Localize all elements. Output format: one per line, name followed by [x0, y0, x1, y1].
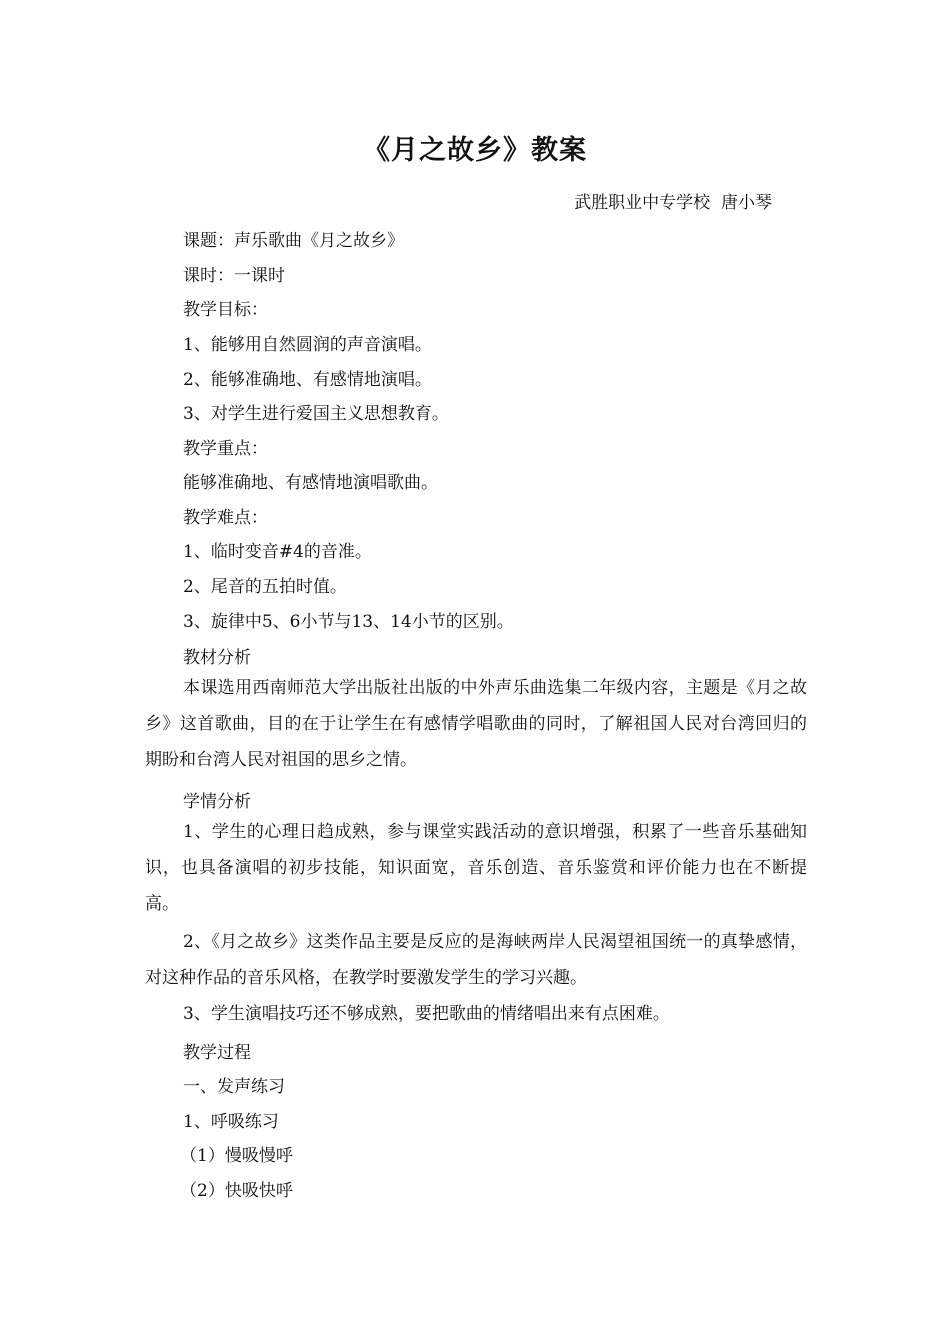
author-line: 武胜职业中专学校 唐小琴 [574, 193, 772, 213]
difficulty-item: 3、旋律中5、6小节与13、14小节的区别。 [183, 612, 514, 632]
teaching-process-heading: 教学过程 [183, 1043, 251, 1063]
student-analysis-paragraph: 1、学生的心理日趋成熟，参与课堂实践活动的意识增强，积累了一些音乐基础知识，也具备演唱的初步技能，知识面宽，音乐创造、音乐鉴赏和评价能力也在不断提高。 [145, 822, 807, 914]
textbook-analysis-paragraph: 本课选用西南师范大学出版社出版的中外声乐曲选集二年级内容，主题是《月之故乡》这首歌曲，目的在于让学生在有感情学唱歌曲的同时，了解祖国人民对台湾回归的期盼和台湾人民对祖国的思乡之情。 [145, 678, 807, 770]
exercise-item: （2）快吸快呼 [180, 1181, 293, 1201]
document-title: 《月之故乡》教案 [363, 135, 587, 166]
student-analysis-heading: 学情分析 [183, 792, 251, 812]
objectives-heading: 教学目标： [183, 300, 268, 320]
topic-line: 课题：声乐歌曲《月之故乡》 [183, 231, 404, 251]
difficulties-heading: 教学难点： [183, 508, 268, 528]
exercise-item: （1）慢吸慢呼 [180, 1146, 293, 1166]
student-analysis-paragraph: 3、学生演唱技巧还不够成熟，要把歌曲的情绪唱出来有点困难。 [183, 1004, 670, 1024]
key-point-item: 能够准确地、有感情地演唱歌曲。 [183, 473, 438, 493]
student-analysis-paragraph: 2、《月之故乡》这类作品主要是反应的是海峡两岸人民渴望祖国统一的真挚感情，对这种作品的音乐风格，在教学时要激发学生的学习兴趣。 [145, 932, 807, 988]
subsection-heading: 1、呼吸练习 [183, 1112, 279, 1132]
textbook-analysis-heading: 教材分析 [183, 648, 251, 668]
objective-item: 1、能够用自然圆润的声音演唱。 [183, 335, 432, 355]
objective-item: 3、对学生进行爱国主义思想教育。 [183, 404, 449, 424]
difficulty-item: 2、尾音的五拍时值。 [183, 577, 347, 597]
objective-item: 2、能够准确地、有感情地演唱。 [183, 370, 432, 390]
key-points-heading: 教学重点： [183, 439, 268, 459]
section-heading: 一、发声练习 [183, 1077, 285, 1097]
difficulty-item: 1、临时变音#4的音准。 [183, 542, 372, 562]
period-line: 课时：一课时 [183, 266, 285, 286]
